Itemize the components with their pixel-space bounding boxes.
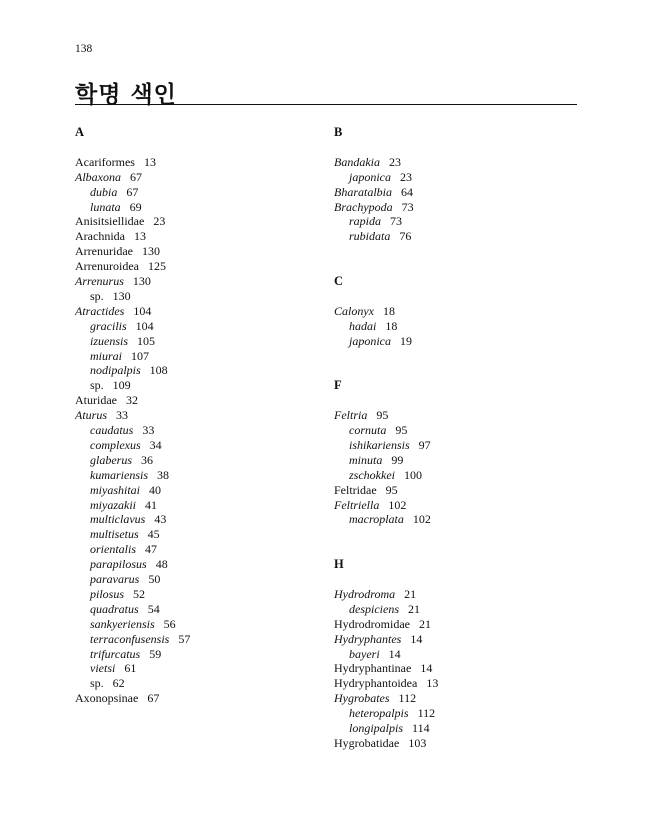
index-entry bbox=[75, 632, 190, 647]
index-entry bbox=[75, 408, 128, 423]
entry-page: 73 bbox=[401, 199, 414, 214]
index-entry bbox=[75, 393, 138, 408]
entry-name: despiciens bbox=[349, 601, 399, 616]
index-entry bbox=[334, 408, 388, 423]
index-entry bbox=[75, 512, 166, 527]
entry-name: Calonyx bbox=[334, 303, 374, 318]
index-entry bbox=[334, 170, 412, 185]
entry-page: 69 bbox=[129, 199, 142, 214]
entry-name: vietsi bbox=[90, 661, 116, 676]
entry-page: 45 bbox=[147, 527, 160, 542]
entry-name: japonica bbox=[349, 333, 391, 348]
index-entry bbox=[334, 468, 422, 483]
entry-name: Hygrobatidae bbox=[334, 735, 400, 750]
entry-name: hadai bbox=[349, 318, 377, 333]
index-entry bbox=[75, 423, 154, 438]
index-entry bbox=[75, 155, 156, 170]
title-rule bbox=[75, 104, 577, 105]
index-entry bbox=[75, 304, 151, 319]
index-entry bbox=[334, 185, 413, 200]
index-entry bbox=[75, 572, 160, 587]
entry-page: 18 bbox=[385, 318, 398, 333]
page-number: 138 bbox=[75, 43, 93, 55]
index-entry bbox=[75, 229, 146, 244]
entry-name: rubidata bbox=[349, 229, 391, 244]
entry-page: 23 bbox=[153, 214, 166, 229]
entry-name: Albaxona bbox=[75, 169, 121, 184]
index-entry bbox=[334, 676, 438, 691]
index-entry bbox=[75, 483, 161, 498]
index-entry bbox=[75, 185, 138, 200]
entry-page: 108 bbox=[149, 363, 168, 378]
index-entry bbox=[75, 378, 131, 393]
entry-name: paravarus bbox=[90, 572, 140, 586]
entry-page: 21 bbox=[418, 616, 431, 631]
index-entry bbox=[334, 334, 412, 349]
entry-page: 13 bbox=[143, 154, 156, 169]
index-entry bbox=[334, 602, 420, 617]
index-entry bbox=[334, 453, 403, 468]
entry-name: multisetus bbox=[90, 527, 139, 542]
index-entry bbox=[75, 349, 149, 364]
index-entry bbox=[75, 602, 160, 617]
index-entry bbox=[75, 691, 159, 706]
entry-name: caudatus bbox=[90, 423, 134, 437]
index-entry bbox=[75, 289, 131, 304]
entry-name: Hydryphantinae bbox=[334, 661, 412, 676]
entry-name: Arrenurus bbox=[75, 274, 124, 288]
index-entry bbox=[334, 200, 414, 215]
entry-name: miyashitai bbox=[90, 482, 140, 497]
entry-name: Arrenuroidea bbox=[75, 259, 139, 274]
entry-name: Anisitsiellidae bbox=[75, 214, 145, 229]
entry-name: Atractides bbox=[75, 303, 125, 318]
entry-name: longipalpis bbox=[349, 721, 404, 735]
entry-page: 95 bbox=[385, 482, 398, 497]
entry-page: 95 bbox=[395, 423, 408, 437]
entry-page: 13 bbox=[133, 229, 146, 244]
entry-name: Arachnida bbox=[75, 229, 125, 244]
entry-name: Feltria bbox=[334, 408, 368, 423]
entry-page: 130 bbox=[112, 288, 131, 303]
entry-name: complexus bbox=[90, 437, 141, 452]
entry-name: orientalis bbox=[90, 542, 137, 557]
entry-name: quadratus bbox=[90, 601, 139, 616]
entry-name: glaberus bbox=[90, 452, 132, 467]
page-title: 학명 색인 bbox=[75, 82, 177, 108]
entry-page: 38 bbox=[157, 467, 169, 482]
entry-name: terraconfusensis bbox=[90, 631, 170, 646]
entry-name: rapida bbox=[349, 214, 382, 229]
entry-page: 36 bbox=[141, 452, 153, 467]
entry-page: 54 bbox=[147, 601, 160, 616]
index-entry bbox=[75, 363, 168, 378]
entry-page: 109 bbox=[112, 378, 131, 393]
entry-page: 104 bbox=[135, 318, 154, 333]
entry-name: Acariformes bbox=[75, 154, 135, 169]
entry-name: gracilis bbox=[90, 318, 127, 333]
entry-page: 97 bbox=[418, 437, 431, 452]
entry-page: 33 bbox=[116, 408, 129, 423]
entry-page: 56 bbox=[163, 616, 176, 631]
section-letter: A bbox=[75, 125, 85, 139]
index-entry bbox=[75, 647, 161, 662]
entry-name: Aturidae bbox=[75, 393, 117, 408]
entry-page: 32 bbox=[125, 393, 138, 408]
index-entry bbox=[334, 587, 416, 602]
section-letter: C bbox=[334, 274, 344, 288]
entry-page: 18 bbox=[383, 303, 395, 318]
entry-page: 41 bbox=[145, 497, 157, 512]
entry-name: sankyeriensis bbox=[90, 616, 155, 631]
entry-page: 100 bbox=[403, 467, 422, 482]
index-entry bbox=[75, 557, 168, 572]
section-letter: H bbox=[334, 557, 344, 572]
entry-name: Hygrobates bbox=[334, 691, 390, 706]
entry-name: pilosus bbox=[90, 586, 125, 601]
entry-name: kumariensis bbox=[90, 467, 148, 482]
entry-page: 99 bbox=[391, 452, 404, 467]
entry-name: bayeri bbox=[349, 646, 380, 661]
entry-page: 130 bbox=[141, 244, 160, 259]
index-entry bbox=[334, 632, 422, 647]
entry-page: 14 bbox=[410, 631, 423, 646]
entry-name: Arrenuridae bbox=[75, 244, 133, 259]
entry-page: 19 bbox=[400, 333, 412, 348]
index-entry bbox=[334, 423, 407, 438]
entry-page: 125 bbox=[147, 259, 166, 274]
index-entry bbox=[75, 214, 165, 229]
entry-name: macroplata bbox=[349, 512, 404, 527]
entry-name: Hydrodromidae bbox=[334, 616, 410, 631]
entry-name: Feltriella bbox=[334, 497, 380, 512]
section-letter: F bbox=[334, 378, 342, 393]
index-entry bbox=[75, 259, 166, 274]
entry-page: 14 bbox=[388, 646, 401, 661]
entry-page: 112 bbox=[398, 691, 417, 706]
entry-page: 21 bbox=[404, 586, 417, 601]
index-entry bbox=[75, 319, 154, 334]
entry-name: minuta bbox=[349, 452, 383, 467]
index-entry bbox=[334, 691, 416, 706]
entry-page: 67 bbox=[130, 169, 142, 184]
index-entry bbox=[75, 244, 160, 259]
entry-name: Hydrodroma bbox=[334, 586, 396, 601]
entry-name: Bharatalbia bbox=[334, 184, 393, 199]
index-entry bbox=[334, 319, 397, 334]
entry-page: 13 bbox=[426, 676, 439, 691]
index-entry bbox=[75, 170, 142, 185]
entry-name: miyazakii bbox=[90, 497, 136, 512]
entry-name: sp. bbox=[90, 378, 104, 393]
index-entry bbox=[334, 438, 431, 453]
entry-page: 43 bbox=[154, 512, 167, 527]
index-entry bbox=[334, 155, 401, 170]
entry-page: 102 bbox=[412, 512, 431, 527]
index-entry bbox=[334, 512, 431, 527]
entry-name: trifurcatus bbox=[90, 646, 141, 661]
entry-page: 114 bbox=[412, 721, 430, 735]
entry-page: 105 bbox=[137, 333, 156, 348]
entry-name: ishikariensis bbox=[349, 437, 410, 452]
entry-page: 23 bbox=[400, 169, 412, 184]
entry-page: 14 bbox=[420, 661, 433, 676]
entry-name: Aturus bbox=[75, 408, 108, 423]
index-entry bbox=[334, 214, 402, 229]
entry-page: 23 bbox=[389, 154, 401, 169]
index-entry bbox=[75, 468, 169, 483]
entry-name: dubia bbox=[90, 184, 118, 199]
section-letter: B bbox=[334, 125, 343, 139]
entry-page: 57 bbox=[178, 631, 191, 646]
entry-page: 61 bbox=[124, 661, 137, 676]
entry-name: Feltridae bbox=[334, 482, 377, 497]
entry-name: Hydryphantoidea bbox=[334, 676, 418, 691]
entry-page: 21 bbox=[408, 601, 420, 616]
entry-page: 107 bbox=[131, 348, 150, 363]
index-entry bbox=[75, 438, 162, 453]
entry-page: 47 bbox=[145, 542, 158, 557]
entry-name: Bandakia bbox=[334, 154, 380, 169]
entry-name: Hydryphantes bbox=[334, 631, 402, 646]
entry-page: 102 bbox=[388, 497, 407, 512]
index-entry bbox=[75, 661, 136, 676]
index-entry bbox=[75, 453, 153, 468]
index-entry bbox=[334, 304, 395, 319]
entry-name: Brachypoda bbox=[334, 199, 393, 214]
entry-page: 48 bbox=[155, 557, 168, 572]
entry-name: heteropalpis bbox=[349, 706, 409, 721]
index-entry bbox=[334, 647, 401, 662]
index-entry bbox=[75, 527, 160, 542]
index-entry bbox=[75, 617, 176, 632]
index-entry bbox=[334, 617, 431, 632]
entry-name: miurai bbox=[90, 348, 123, 363]
index-entry bbox=[75, 542, 157, 557]
entry-page: 59 bbox=[149, 646, 162, 661]
entry-name: lunata bbox=[90, 199, 121, 214]
entry-page: 103 bbox=[408, 735, 427, 750]
index-entry bbox=[75, 676, 125, 691]
entry-name: zschokkei bbox=[349, 467, 395, 482]
entry-page: 64 bbox=[401, 184, 414, 199]
entry-page: 112 bbox=[417, 706, 436, 721]
entry-name: sp. bbox=[90, 676, 104, 691]
entry-page: 40 bbox=[149, 482, 161, 497]
entry-name: Axonopsinae bbox=[75, 691, 139, 706]
entry-page: 95 bbox=[376, 408, 389, 423]
entry-page: 50 bbox=[148, 572, 161, 586]
entry-name: sp. bbox=[90, 288, 104, 303]
entry-name: izuensis bbox=[90, 333, 129, 348]
index-entry bbox=[75, 200, 142, 215]
entry-name: parapilosus bbox=[90, 557, 147, 572]
entry-name: cornuta bbox=[349, 423, 387, 437]
entry-name: nodipalpis bbox=[90, 363, 141, 378]
entry-page: 130 bbox=[132, 274, 151, 288]
index-entry bbox=[75, 274, 151, 289]
index-entry bbox=[75, 334, 155, 349]
index-entry bbox=[334, 721, 430, 736]
index-entry bbox=[334, 736, 426, 751]
entry-page: 34 bbox=[149, 437, 162, 452]
entry-name: japonica bbox=[349, 169, 391, 184]
index-entry bbox=[334, 661, 432, 676]
entry-page: 76 bbox=[399, 229, 412, 244]
index-entry bbox=[334, 483, 398, 498]
entry-page: 104 bbox=[133, 303, 152, 318]
index-entry bbox=[334, 706, 435, 721]
entry-page: 73 bbox=[390, 214, 403, 229]
entry-page: 67 bbox=[126, 184, 139, 199]
entry-name: multiclavus bbox=[90, 512, 146, 527]
entry-page: 33 bbox=[142, 423, 155, 437]
index-entry bbox=[75, 498, 157, 513]
entry-page: 67 bbox=[147, 691, 160, 706]
index-entry bbox=[334, 229, 411, 244]
entry-page: 62 bbox=[112, 676, 125, 691]
index-entry bbox=[75, 587, 145, 602]
entry-page: 52 bbox=[133, 586, 146, 601]
index-entry bbox=[334, 498, 406, 513]
